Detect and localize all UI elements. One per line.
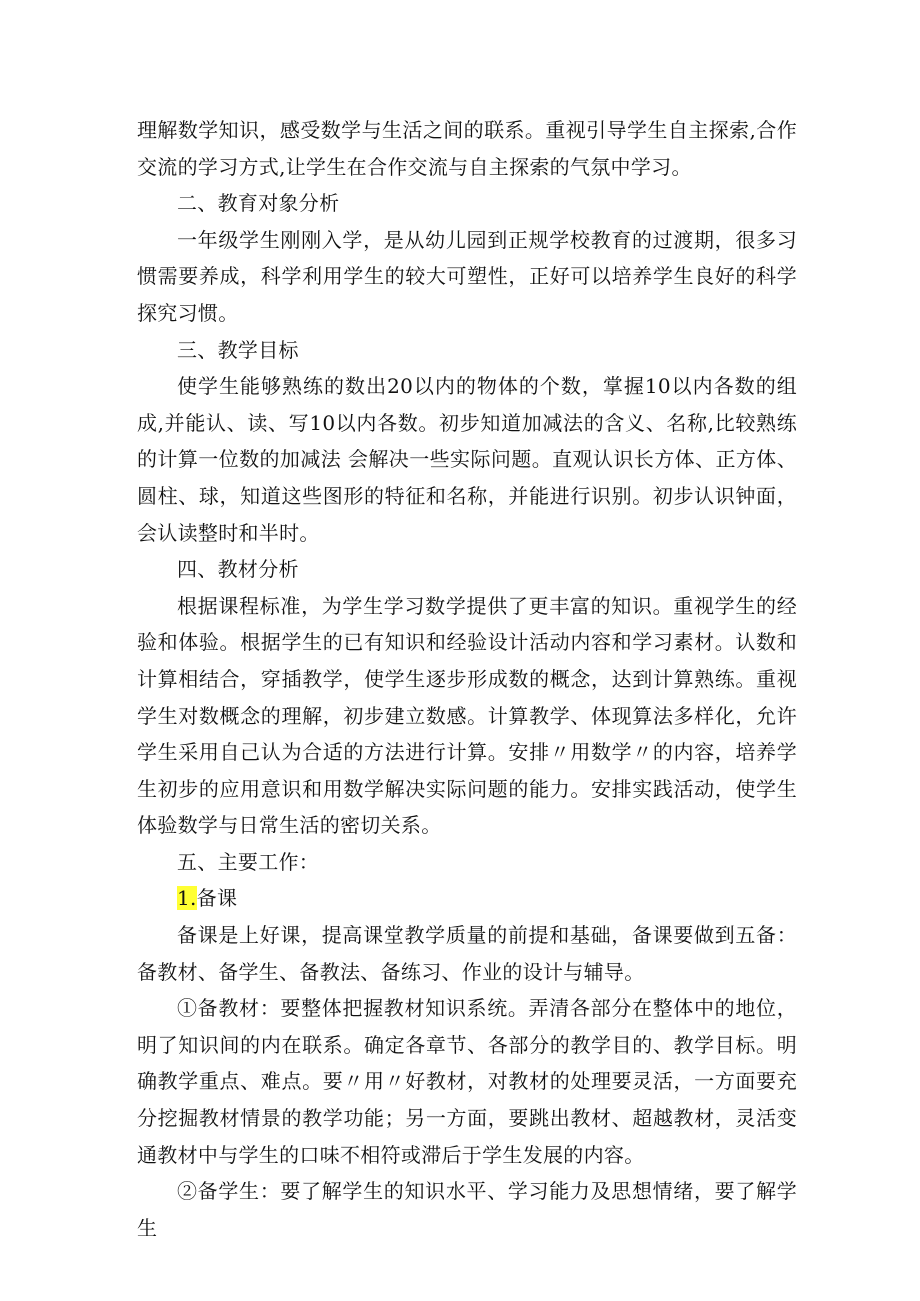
- paragraph-education-object: 一年级学生刚刚入学，是从幼儿园到正规学校教育的过渡期，很多习惯需要养成，科学利用学生的较大可塑性，正好可以培养学生良好的科学探究习惯。: [137, 227, 797, 325]
- subheading-lesson-prep: [137, 880, 797, 917]
- paragraph-lesson-prep: 备课是上好课，提高课堂教学质量的前提和基础，备课要做到五备：备教材、备学生、备教法、备练习、作业的设计与辅导。: [137, 923, 797, 984]
- subheading-lesson-prep-label: 备课: [196, 886, 238, 911]
- paragraph-teaching-goals: 使学生能够熟练的数出20以内的物体的个数，掌握10以内各数的组成,并能认、读、写10以内各数。初步知道加减法的含义、名称,比较熟练的计算一位数的加减法 会解决一些实际问题。直观认识长方体、正方体、圆柱、球，知道这些图形的特征和名称，并能进行识别。初步认识钟面，会认读整时和半时。: [137, 374, 797, 545]
- document-body: [137, 112, 797, 1246]
- heading-textbook-analysis: 四、教材分析: [177, 557, 299, 582]
- heading-education-object-analysis: 二、教育对象分析: [177, 191, 340, 216]
- heading-main-work: 五、主要工作：: [177, 849, 320, 874]
- paragraph-prep-textbook: ①备教材：要整体把握教材知识系统。弄清各部分在整体中的地位，明了知识间的内在联系。确定各章节、各部分的教学目的、教学目标。明确教学重点、难点。要〃用〃好教材，对教材的处理要灵活，一方面要充分挖掘教材情景的教学功能；另一方面，要跳出教材、超越教材，灵活变通教材中与学生的口味不相符或滞后于学生发展的内容。: [137, 996, 797, 1167]
- paragraph-prep-students: ②备学生：要了解学生的知识水平、学习能力及思想情绪，要了解学生: [137, 1179, 797, 1240]
- paragraph-intro-continuation: 理解数学知识，感受数学与生活之间的联系。重视引导学生自主探索,合作交流的学习方式,让学生在合作交流与自主探索的气氛中学习。: [137, 118, 797, 179]
- highlighted-number: 1.: [177, 886, 197, 911]
- heading-teaching-goals: 三、教学目标: [177, 337, 299, 362]
- paragraph-textbook-analysis: 根据课程标准，为学生学习数学提供了更丰富的知识。重视学生的经验和体验。根据学生的已有知识和经验设计活动内容和学习素材。认数和计算相结合，穿插教学，使学生逐步形成数的概念，达到计算熟练。重视学生对数概念的理解，初步建立数感。计算教学、体现算法多样化，允许学生采用自己认为合适的方法进行计算。安排〃用数学〃的内容，培养学生初步的应用意识和用数学解决实际问题的能力。安排实践活动，使学生体验数学与日常生活的密切关系。: [137, 593, 797, 838]
